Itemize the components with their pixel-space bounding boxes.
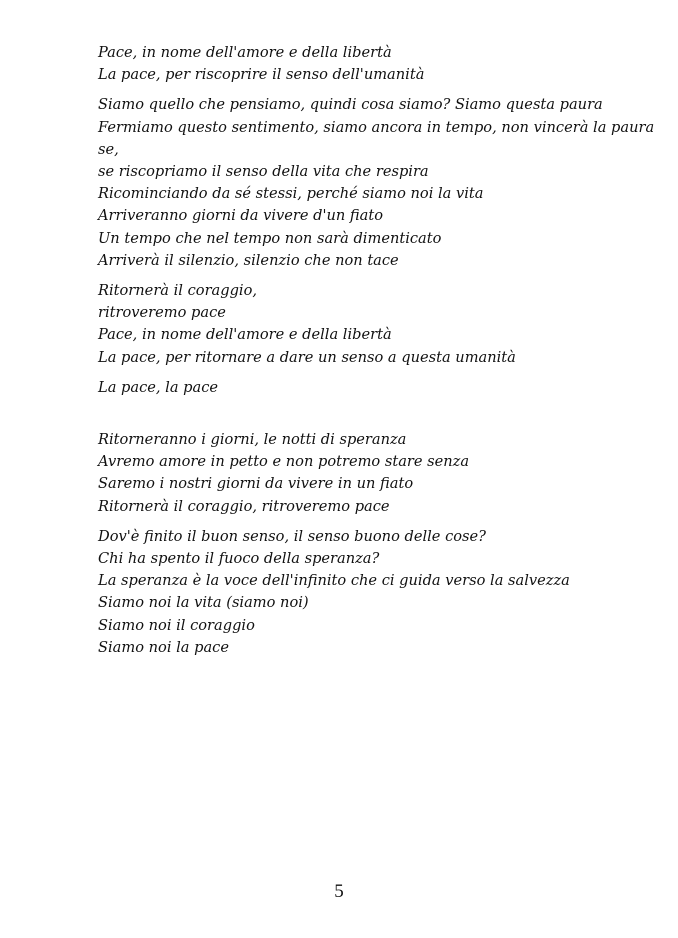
lyric-line: Ritornerà il coraggio, ritroveremo pace bbox=[98, 497, 390, 515]
lyric-line: Chi ha spento il fuoco della speranza? bbox=[98, 550, 380, 568]
lyric-line: Dov'è finito il buon senso, il senso buono delle cose? bbox=[98, 527, 486, 545]
lyrics-body bbox=[98, 42, 655, 667]
lyric-line: La pace, la pace bbox=[98, 378, 219, 396]
lyric-line: ritroveremo pace bbox=[98, 304, 226, 322]
lyric-line: se riscopriamo il senso della vita che respira bbox=[98, 163, 429, 181]
lyric-line: Un tempo che nel tempo non sarà dimenticato bbox=[98, 229, 442, 247]
lyric-line: Siamo noi il coraggio bbox=[98, 616, 255, 634]
lyric-line: Siamo quello che pensiamo, quindi cosa siamo? Siamo questa paura bbox=[98, 96, 603, 114]
lyric-line: Siamo noi la pace bbox=[98, 638, 229, 656]
lyric-line: se, bbox=[98, 140, 119, 158]
stanza-2 bbox=[98, 94, 655, 272]
stanza-4 bbox=[98, 377, 638, 399]
stanza-3 bbox=[98, 280, 638, 369]
lyric-line: Ricominciando da sé stessi, perché siamo noi la vita bbox=[98, 185, 484, 203]
lyric-line: Saremo i nostri giorni da vivere in un fiato bbox=[98, 475, 414, 493]
lyric-line: La pace, per riscoprire il senso dell'umanità bbox=[98, 66, 425, 84]
page-number: 5 bbox=[334, 881, 344, 902]
lyric-line: Pace, in nome dell'amore e della libertà bbox=[98, 326, 392, 344]
stanza-5 bbox=[98, 429, 638, 518]
lyric-line: Pace, in nome dell'amore e della libertà bbox=[98, 44, 392, 61]
lyric-line: Arriverà il silenzio, silenzio che non tace bbox=[98, 251, 399, 269]
lyric-line: Siamo noi la vita (siamo noi) bbox=[98, 594, 309, 612]
lyric-line: La pace, per ritornare a dare un senso a questa umanità bbox=[98, 348, 516, 366]
lyric-line: Ritornerà il coraggio, bbox=[98, 282, 258, 300]
lyric-line: Fermiamo questo sentimento, siamo ancora in tempo, non vincerà la paura bbox=[98, 118, 655, 136]
lyric-line: Ritorneranno i giorni, le notti di speranza bbox=[98, 431, 407, 449]
stanza-1 bbox=[98, 42, 638, 86]
lyric-line: Avremo amore in petto e non potremo stare senza bbox=[98, 453, 470, 471]
lyric-line: Arriveranno giorni da vivere d'un fiato bbox=[98, 207, 384, 225]
lyric-line: La speranza è la voce dell'infinito che ci guida verso la salvezza bbox=[98, 572, 570, 590]
stanza-6 bbox=[98, 526, 638, 659]
